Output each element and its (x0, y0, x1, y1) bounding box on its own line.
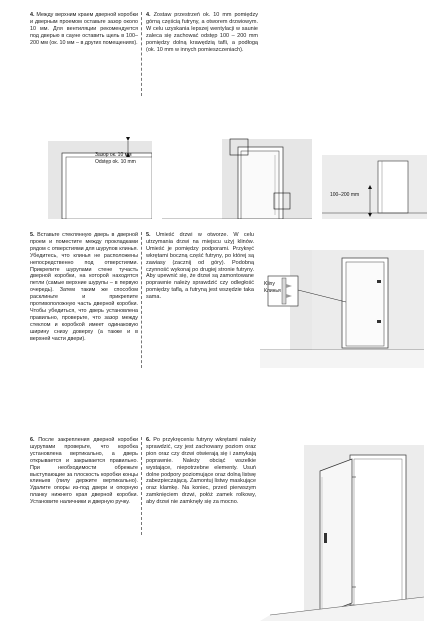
step-6-section (22, 437, 424, 621)
wedges-label-ru: Клинья (264, 288, 281, 294)
column-divider (141, 12, 142, 96)
step-5-pl-text (146, 232, 254, 301)
step-4-pl-text (146, 12, 258, 53)
step-5-pl-body: Umieść drzwi w otworze. W celu utrzymania drzwi na miejscu użyj klinów. Umieść je pomiędzy podporami. Przykręć wkrętami boczną część futryny, po której są zawiasy (zacznij od góry). Podobną czynność wykonaj po drugiej stronie futryny. Aby upewnić się, że drzwi są zamontowane poprawnie należy sprawdzić czy odległość pomiędzy taflą, a futryną jest wszędzie taka sama. (146, 232, 254, 301)
step-5-pl-number: 5. (146, 232, 151, 238)
step-4-ru-body: Между верхним краем дверной коробки и дверным проемом оставьте зазор около 10 мм. Для вентиляции рекомендуется под дверью в сауне оставить щель в 100–200 мм (ок. 10 мм – в других помещениях). (30, 12, 138, 46)
step-4-ru-text (30, 12, 138, 47)
step-4-pl-body: Zostaw przestrzeń ok. 10 mm pomiędzy górną częścią futryny, a otworem drzwiowym. W celu uzyskania lepszej wentylacji w saunie zaleca się zachować odstęp 100 – 200 mm pomiędzy dolną krawędzią tafli, a podłogą (ok. 10 mm w innych pomieszczeniach). (146, 12, 258, 53)
column-divider (141, 437, 142, 535)
step-6-ru-number: 6. (30, 437, 35, 443)
step-4-pl-number: 4. (146, 12, 151, 18)
step-6-pl-body: Po przykręceniu futryny wkrętami należy sprawdzić, czy jest zachowany poziom oraz pion oraz czy drzwi otwierają się i zamykają poprawnie. Należy obciąć wszelkie wystające, niepotrzebne elementy. Usuń dolne podpory poziomujące oraz dolną listwę zabezpieczającą. Zamontuj listwy maskujące oraz klamkę. Na koniec, przed pierwszym zamknięciem drzwi, połóż zamek rolkowy, aby drzwi nie zamknęły się za mocno. (146, 437, 256, 506)
gap-label-ru: Зазор ок. 10 мм (95, 152, 132, 158)
step-5-ru-body: Вставьте стеклянную дверь в дверной проем и поместите между прокладками рядом с отверстиями для шурупов клинья. Убедитесь, что клинья не расположены непосредственно под отверстиями. Прикрепите шурупами стене тучасть дверной коробки, на которой находятся петли (самые верхние шурупы – в первую очередь). Затем таким же способом расклиньте и прикрепите противоположную часть дверной коробки. Чтобы убедиться, что дверь установлена правильно, проверьте, что зазор между стеклом и коробкой имеет одинаковую ширину снизу доверху (а также и в верхней части двери). (30, 232, 138, 342)
step-6-pl-number: 6. (146, 437, 151, 443)
step-5-section (22, 232, 424, 404)
step-6-ru-body: После закрепления дверной коробки шурупами проверьте, что коробка установлена вертикально, а дверь открывается и закрывается правильно. При необходимости обрежьте выступающие за плоскость коробки концы клиньев (пилу держите вертикально). Удалите опоры из-под двери и опорную планку нижнего края дверной коробки. Установите наличники и дверную ручку. (30, 437, 138, 506)
floor-gap-label: 100–200 mm (330, 192, 360, 198)
gap-label-pl: Odstęp ok. 10 mm (95, 159, 136, 165)
step-5-ru-number: 5. (30, 232, 35, 238)
step-5-ru-text (30, 232, 138, 343)
column-divider (141, 232, 142, 368)
door-gap-illustration (42, 127, 427, 219)
open-door-illustration (260, 437, 424, 621)
step-4-section (22, 12, 424, 217)
step-6-ru-text (30, 437, 138, 506)
wedges-illustration (260, 250, 424, 368)
step-4-ru-number: 4. (30, 12, 35, 18)
step-6-pl-text (146, 437, 256, 506)
wedges-label-pl: Kliny (264, 281, 275, 287)
